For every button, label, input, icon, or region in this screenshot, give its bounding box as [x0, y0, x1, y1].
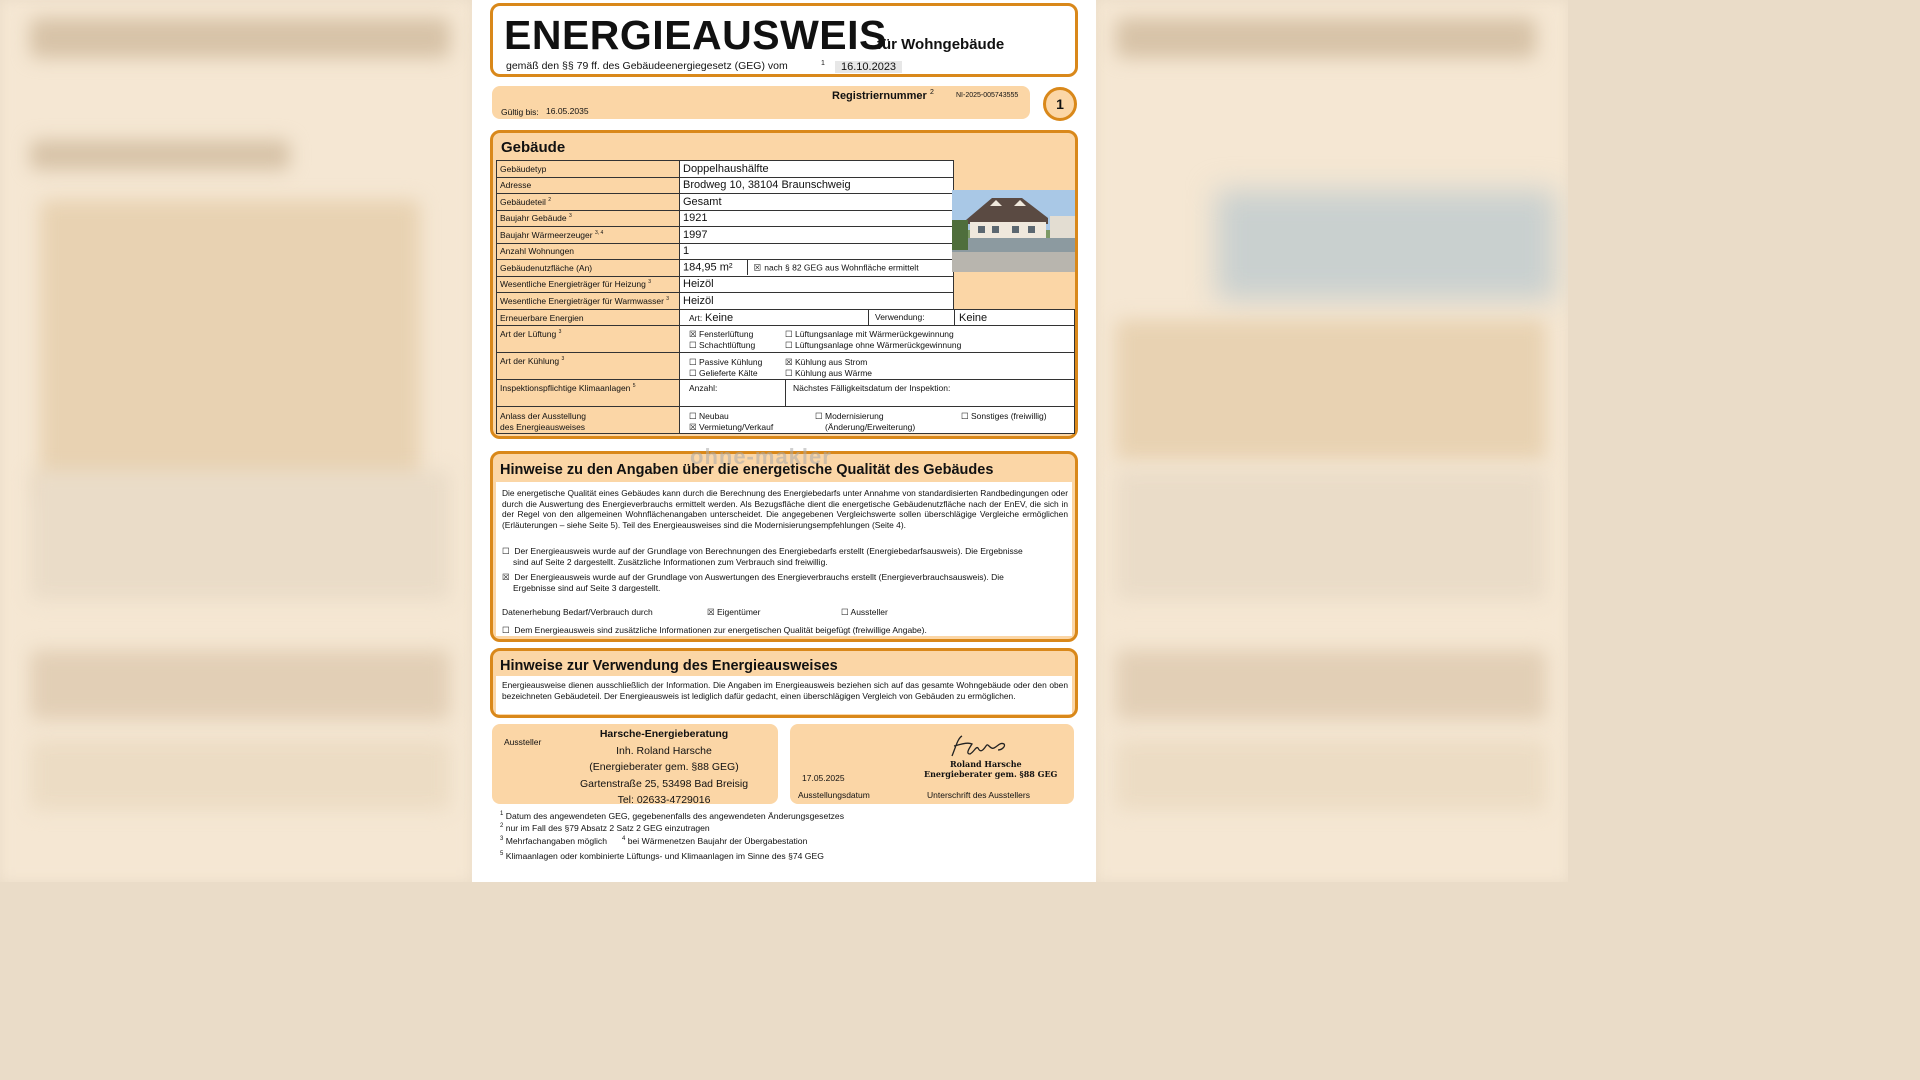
table-row: Wesentliche Energieträger für Heizung $^3$ Heizöl	[497, 276, 954, 293]
issue-date: 17.05.2025	[802, 773, 845, 783]
table-row: Anzahl Wohnungen 1	[497, 243, 954, 260]
issuer-label: Aussteller	[504, 737, 542, 747]
registration-label: Registriernummer	[832, 90, 927, 102]
building-data-table	[496, 160, 954, 310]
quality-paragraph: Die energetische Qualität eines Gebäudes kann durch die Berechnung des Energiebedarfs unter Annahme von standardisierten Randbedingungen oder durch die Auswertung des Energieverbrauchs ermittelt werden. Als Bezugsfläche dient die energetische Gebäudenutzfläche nach der EnEV, die sich in der Regel von den allgemeinen Wohnflächenangaben unterscheidet. Die angegebenen Vergleichswerte sollen überschlägige Vergleiche ermöglichen (Erläuterungen – siehe Seite 5). Teil des Energieausweises sind die Modernisierungsempfehlungen (Seite 4).	[502, 488, 1068, 530]
blurred-background-left	[0, 0, 472, 882]
energy-certificate-page	[472, 0, 1096, 882]
renewable-row: Erneuerbare Energien Art: Keine Verwendung: Keine	[496, 309, 1075, 326]
table-row: Wesentliche Energieträger für Warmwasser $^3$ Heizöl	[497, 293, 954, 310]
issuer-address: Gartenstraße 25, 53498 Bad Breisig	[579, 777, 749, 790]
watermark: ohne-makler	[690, 444, 832, 469]
signature-box	[790, 724, 1074, 804]
issuer-name: Harsche-Energieberatung	[599, 728, 729, 740]
table-row: Adresse Brodweg 10, 38104 Braunschweig	[497, 177, 954, 194]
renewable-art-value: Keine	[705, 312, 734, 324]
page-number-badge: 1	[1043, 87, 1077, 121]
stamp-role: Energieberater gem. §88 GEG	[924, 769, 1058, 779]
footnote: $^2$ nur im Fall des §79 Absatz 2 Satz 2 GEG einzutragen	[500, 823, 710, 833]
issuer-box	[492, 724, 778, 804]
building-photo	[952, 190, 1075, 272]
issuer-phone: Tel: 02633-4729016	[617, 794, 711, 806]
valid-until-date: 16.05.2035	[546, 106, 589, 116]
issue-reason-row: Anlass der Ausstellung des Energieausweises ☐ Neubau ☒ Vermietung/Verkauf ☐ Modernisierung (Änderung/Erweiterung) ☐ Sonstiges (freiwillig)	[496, 406, 1075, 434]
building-section-title: Gebäude	[501, 139, 566, 156]
cooling-row: Art der Kühlung $^3$ ☐ Passive Kühlung ☐ Gelieferte Kälte ☒ Kühlung aus Strom ☐ Kühlung aus Wärme	[496, 352, 1075, 380]
renewable-label: Erneuerbare Energien	[500, 313, 584, 323]
header-box: ENERGIEAUSWEIS für Wohngebäude gemäß den §§ 79 ff. des Gebäudeenergiegesetz (GEG) vom 1 16.10.2023	[490, 3, 1078, 77]
issue-date-label: Ausstellungsdatum	[798, 790, 870, 800]
issuer-owner: Inh. Roland Harsche	[616, 744, 712, 757]
area-checkbox: ☒	[753, 262, 762, 273]
data-collection-label: Datenerhebung Bedarf/Verbrauch durch	[502, 607, 653, 617]
document-title: ENERGIEAUSWEIS	[504, 12, 887, 58]
registration-number: NI-2025-005743555	[956, 92, 1019, 99]
valid-until-label: Gültig bis:	[501, 107, 539, 117]
table-row: Gebäudenutzfläche (An) 184,95 m² ☒ nach § 82 GEG aus Wohnfläche ermittelt	[497, 260, 954, 277]
building-section	[490, 130, 1078, 439]
ventilation-row: Art der Lüftung $^3$ ☒ Fensterlüftung ☐ Schachtlüftung ☐ Lüftungsanlage mit Wärmerückgewinnung ☐ Lüftungsanlage ohne Wärmerückgewinnung	[496, 325, 1075, 353]
ac-inspection-label: Nächstes Fälligkeitsdatum der Inspektion:	[793, 383, 951, 393]
table-row: Baujahr Gebäude $^3$ 1921	[497, 210, 954, 227]
handwritten-signature	[948, 732, 1010, 760]
table-row: Gebäudeteil $^2$ Gesamt	[497, 194, 954, 211]
usage-notes-title: Hinweise zur Verwendung des Energieausweises	[500, 658, 838, 674]
footnote: $^5$ Klimaanlagen oder kombinierte Lüftungs- und Klimaanlagen im Sinne des §74 GEG	[500, 851, 824, 861]
quality-notes-section: Hinweise zu den Angaben über die energetische Qualität des Gebäudes Die energetische Qualität eines Gebäudes kann durch die Berechnung des Energiebedarfs unter Annahme von standardisierten Randbedingungen oder durch die Auswertung des Energieverbrauchs ermittelt werden. Als Bezugsfläche dient die energetische Gebäudenutzfläche nach der EnEV, die sich in der Regel von den allgemeinen Wohnflächenangaben unterscheidet. Die angegebenen Vergleichswerte sollen überschlägige Vergleiche ermöglichen (Erläuterungen – siehe Seite 5). Teil des Energieausweises sind die Modernisierungsempfehlungen (Seite 4). ☐ Der Energieausweis wurde auf der Grundlage von Berechnungen des Energiebedarfs erstellt (Energiebedarfsausweis). Die Ergebnisse sind auf Seite 2 dargestellt. Zusätzliche Informationen zum Verbrauch sind freiwillig. ☒ Der Energieausweis wurde auf der Grundlage von Auswertungen des Energieverbrauchs erstellt (Energieverbrauchsausweis). Die Ergebnisse sind auf Seite 3 dargestellt. Datenerhebung Bedarf/Verbrauch durch ☒ Eigentümer ☐ Aussteller ☐ Dem Energieausweis sind zusätzliche Informationen zur energetischen Qualität beigefügt (freiwillige Angabe).	[490, 451, 1078, 642]
law-reference: gemäß den §§ 79 ff. des Gebäudeenergiegesetz (GEG) vom	[506, 60, 788, 72]
renewable-use-value: Keine	[959, 312, 988, 324]
area-note: nach § 82 GEG aus Wohnfläche ermittelt	[764, 262, 919, 273]
ac-count-label: Anzahl:	[689, 383, 718, 393]
air-conditioning-row: Inspektionspflichtige Klimaanlagen $^5$ Anzahl: Nächstes Fälligkeitsdatum der Inspektion:	[496, 379, 1075, 407]
footnote: $^4$ bei Wärmenetzen Baujahr der Übergabestation	[622, 836, 808, 846]
signature-label: Unterschrift des Ausstellers	[927, 790, 1030, 800]
quality-notes-title: Hinweise zu den Angaben über die energetische Qualität des Gebäudes	[500, 462, 994, 478]
usage-notes-section	[490, 648, 1078, 718]
footnote: $^1$ Datum des angewendeten GEG, gegebenenfalls des angewendeten Änderungsgesetzes	[500, 811, 844, 821]
usage-paragraph: Energieausweise dienen ausschließlich der Information. Die Angaben im Energieausweis beziehen sich auf das gesamte Wohngebäude oder den oben bezeichneten Gebäudeteil. Der Energieausweis ist lediglich dafür gedacht, einen überschlägigen Vergleich von Gebäuden zu ermöglichen.	[502, 680, 1068, 701]
law-date: 16.10.2023	[835, 61, 902, 73]
table-row: Gebäudetyp Doppelhaushälfte	[497, 161, 954, 178]
registration-strip: Gültig bis: 16.05.2035 Registriernummer 2 NI-2025-005743555	[492, 86, 1030, 119]
issuer-role: (Energieberater gem. §88 GEG)	[589, 761, 739, 773]
document-subtitle: für Wohngebäude	[877, 36, 1005, 53]
blurred-background-right	[1096, 0, 1568, 882]
table-row: Baujahr Wärmeerzeuger $^{3, 4}$ 1997	[497, 227, 954, 244]
stamp-name: Roland Harsche	[950, 759, 1022, 769]
footnote: $^3$ Mehrfachangaben möglich	[500, 836, 608, 846]
